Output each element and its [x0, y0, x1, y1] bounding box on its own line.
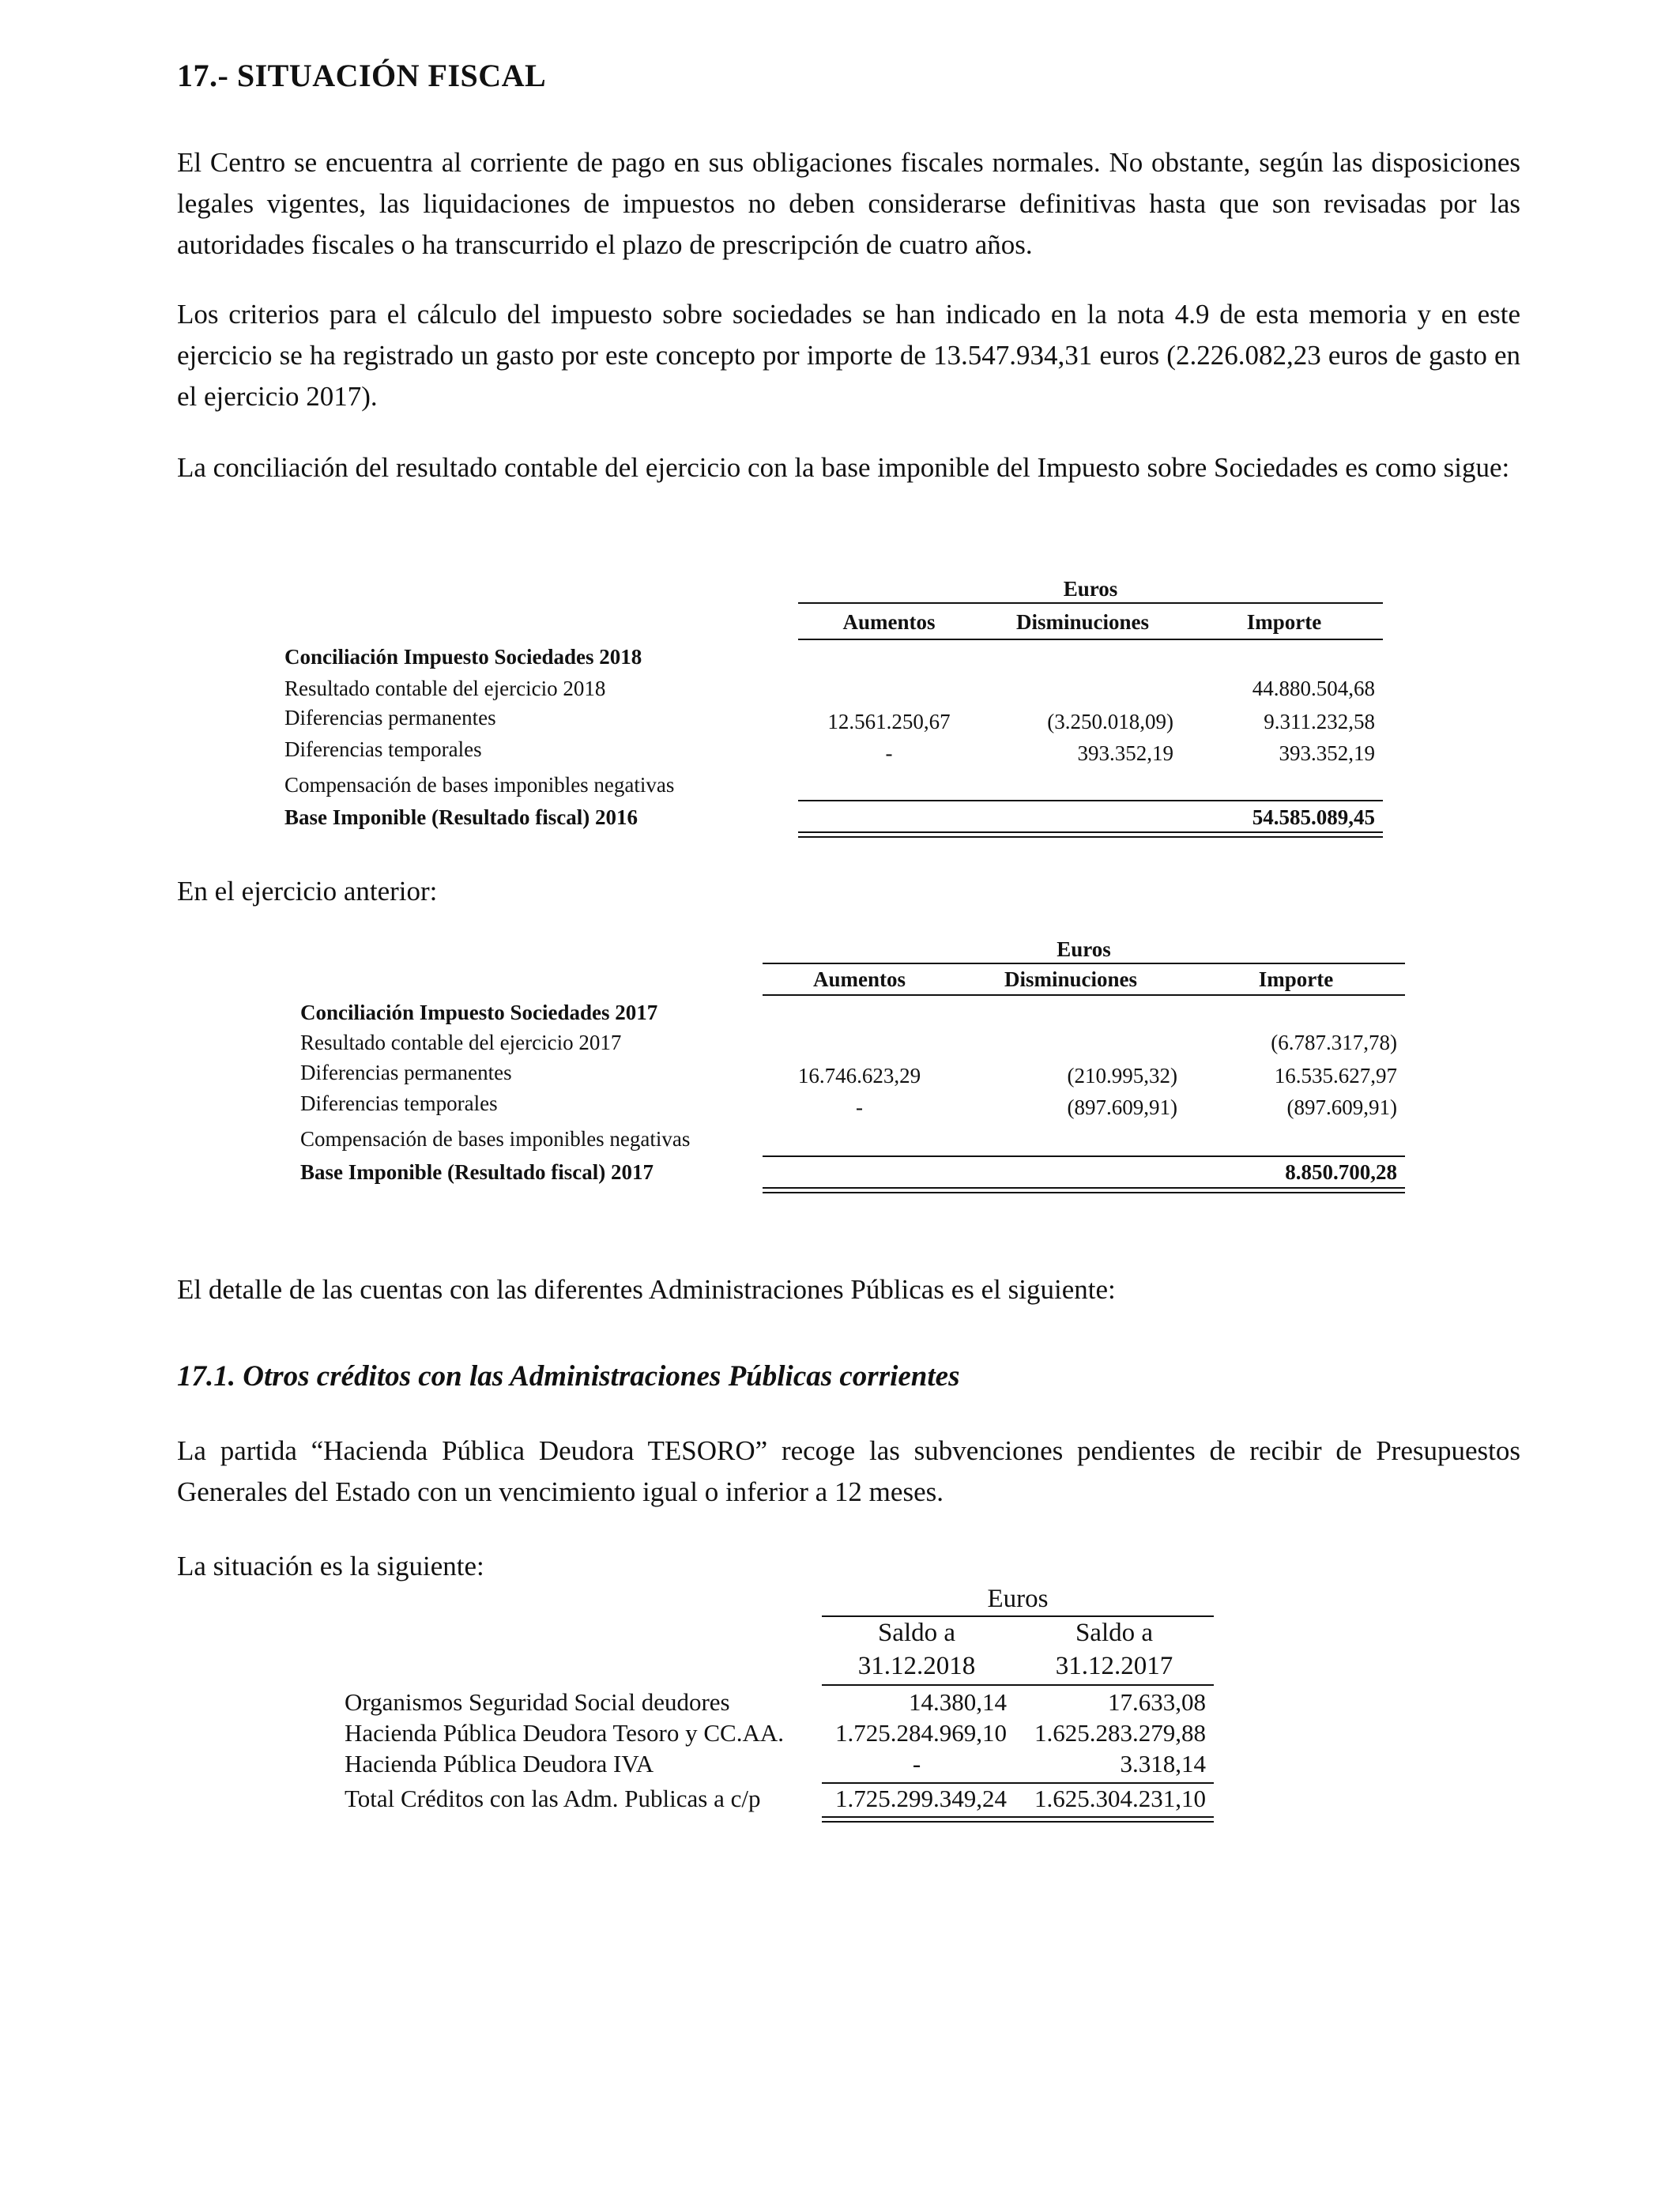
- col-importe: Importe: [1258, 967, 1334, 991]
- col-aumentos: Aumentos: [842, 610, 936, 634]
- table-heading: Conciliación Impuesto Sociedades 2018: [284, 645, 642, 669]
- subheader-rule: [763, 994, 1405, 996]
- row-disminuciones: (210.995,32): [1067, 1064, 1177, 1088]
- row-importe: (897.609,91): [1286, 1095, 1397, 1119]
- paragraph-tax-criteria: Los criterios para el cálculo del impuesto sobre sociedades se han indicado en la nota 4.9 de esta memoria y en este ejercicio se ha registrado un gasto por este concepto por importe de 13.547.934,31 euros (2.226.082,23 euros de gasto en el ejercicio 2017).: [177, 299, 1520, 412]
- subtotal-rule: [763, 1155, 1405, 1157]
- total-value-2017: 1.625.304.231,10: [1034, 1785, 1206, 1812]
- col-importe: Importe: [1246, 610, 1322, 634]
- col-disminuciones: Disminuciones: [1015, 610, 1150, 634]
- row-importe: 393.352,19: [1279, 741, 1375, 765]
- col1-header-date: 31.12.2018: [857, 1652, 976, 1680]
- total-rule-2: [763, 1192, 1405, 1193]
- row-label: Organismos Seguridad Social deudores: [345, 1688, 730, 1716]
- table-heading: Conciliación Impuesto Sociedades 2017: [300, 1001, 658, 1024]
- total-rule-2: [822, 1821, 1214, 1823]
- total-label: Base Imponible (Resultado fiscal) 2016: [284, 805, 638, 829]
- subheader-rule: [798, 639, 1383, 640]
- total-rule-1: [798, 831, 1383, 833]
- paragraph-hacienda-tesoro: La partida “Hacienda Pública Deudora TESORO” recoge las subvenciones pendientes de recibir de Presupuestos Generales del Estado con un vencimiento igual o inferior a 12 meses.: [177, 1435, 1520, 1507]
- row-aumentos: 12.561.250,67: [827, 710, 951, 733]
- row-importe: 16.535.627,97: [1274, 1064, 1397, 1088]
- row-value-2018: -: [912, 1750, 921, 1777]
- row-label: Resultado contable del ejercicio 2017: [300, 1031, 622, 1054]
- row-label: Hacienda Pública Deudora Tesoro y CC.AA.: [345, 1719, 784, 1747]
- row-aumentos: -: [856, 1095, 863, 1119]
- euros-header: Euros: [1057, 937, 1111, 961]
- row-value-2017: 3.318,14: [1120, 1750, 1206, 1777]
- row-disminuciones: 393.352,19: [1077, 741, 1173, 765]
- header-rule: [822, 1615, 1214, 1617]
- row-label: Compensación de bases imponibles negativas: [300, 1127, 691, 1151]
- total-value: 54.585.089,45: [1252, 805, 1375, 829]
- row-importe: (6.787.317,78): [1271, 1031, 1397, 1054]
- col1-header-top: Saldo a: [877, 1619, 956, 1647]
- col2-header-top: Saldo a: [1075, 1619, 1154, 1647]
- row-label: Diferencias temporales: [300, 1091, 498, 1115]
- row-importe: 44.880.504,68: [1252, 677, 1375, 700]
- row-disminuciones: (3.250.018,09): [1047, 710, 1173, 733]
- row-label: Diferencias permanentes: [284, 706, 496, 729]
- row-value-2017: 1.625.283.279,88: [1034, 1719, 1206, 1747]
- col2-header-date: 31.12.2017: [1055, 1652, 1173, 1680]
- euros-header: Euros: [1063, 577, 1118, 601]
- row-disminuciones: (897.609,91): [1067, 1095, 1177, 1119]
- header-rule: [763, 963, 1405, 964]
- col-aumentos: Aumentos: [812, 967, 906, 991]
- section-title: 17.- SITUACIÓN FISCAL: [177, 58, 547, 93]
- col-disminuciones: Disminuciones: [1004, 967, 1138, 991]
- paragraph-fiscal-status: El Centro se encuentra al corriente de pago en sus obligaciones fiscales normales. No obstante, según las disposiciones legales vigentes, las liquidaciones de impuestos no deben considerarse definitivas hasta que son revisadas por las autoridades fiscales o ha transcurrido el plazo de prescripción de cuatro años.: [177, 147, 1520, 260]
- paragraph-situation: La situación es la siguiente:: [177, 1551, 484, 1581]
- row-label: Compensación de bases imponibles negativas: [284, 773, 675, 797]
- row-label: Hacienda Pública Deudora IVA: [345, 1750, 654, 1777]
- subtotal-rule: [798, 800, 1383, 801]
- subsection-title: 17.1. Otros créditos con las Administraciones Públicas corrientes: [177, 1360, 960, 1393]
- row-label: Resultado contable del ejercicio 2018: [284, 677, 606, 700]
- total-rule-2: [798, 836, 1383, 838]
- euros-header: Euros: [987, 1585, 1049, 1613]
- row-value-2018: 14.380,14: [909, 1688, 1007, 1716]
- row-label: Diferencias temporales: [284, 737, 482, 761]
- subtotal-rule: [822, 1782, 1214, 1784]
- paragraph-reconciliation-intro: La conciliación del resultado contable del ejercicio con la base imponible del Impuesto sobre Sociedades es como sigue:: [177, 452, 1510, 483]
- header-rule: [798, 602, 1383, 604]
- paragraph-admin-detail: El detalle de las cuentas con las diferentes Administraciones Públicas es el siguiente:: [177, 1274, 1116, 1305]
- paragraph-previous-year: En el ejercicio anterior:: [177, 876, 438, 907]
- row-aumentos: -: [885, 741, 893, 765]
- row-value-2017: 17.633,08: [1108, 1688, 1206, 1716]
- total-value: 8.850.700,28: [1285, 1160, 1397, 1184]
- row-label: Diferencias permanentes: [300, 1061, 512, 1084]
- row-value-2018: 1.725.284.969,10: [835, 1719, 1007, 1747]
- total-value-2018: 1.725.299.349,24: [835, 1785, 1007, 1812]
- total-rule-1: [822, 1816, 1214, 1818]
- row-aumentos: 16.746.623,29: [797, 1064, 921, 1088]
- total-label: Total Créditos con las Adm. Publicas a c/p: [345, 1785, 761, 1812]
- subheader-rule: [822, 1684, 1214, 1686]
- total-label: Base Imponible (Resultado fiscal) 2017: [300, 1160, 654, 1184]
- row-importe: 9.311.232,58: [1264, 710, 1375, 733]
- total-rule-1: [763, 1187, 1405, 1189]
